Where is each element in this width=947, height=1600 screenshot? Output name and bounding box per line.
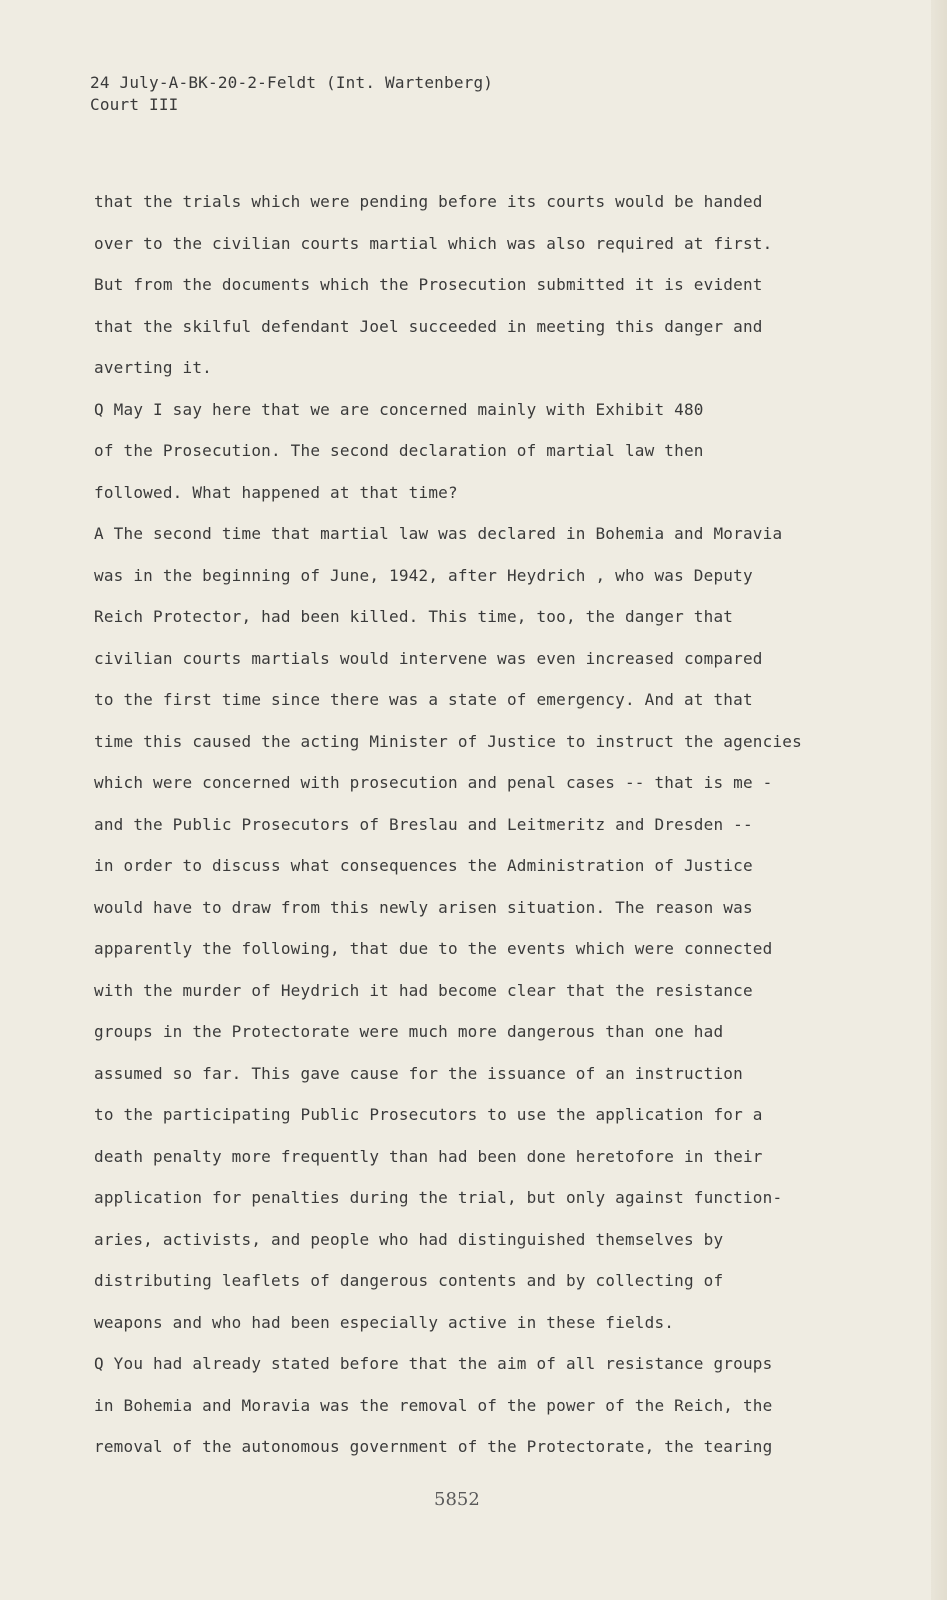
body-line: was in the beginning of June, 1942, after Heydrich , who was Deputy (94, 565, 753, 585)
body-line: civilian courts martials would intervene was even increased compared (94, 648, 763, 668)
body-line: in Bohemia and Moravia was the removal of the power of the Reich, the (94, 1395, 773, 1415)
page-number: 5852 (434, 1489, 480, 1510)
body-line: in order to discuss what consequences the Administration of Justice (94, 856, 753, 875)
body-line: application for penalties during the trial, but only against function- (94, 1188, 783, 1207)
transcript-body (94, 190, 854, 1477)
body-line: distributing leaflets of dangerous contents and by collecting of (94, 1271, 724, 1290)
body-line: Q May I say here that we are concerned mainly with Exhibit 480 (94, 399, 704, 419)
body-line: that the skilful defendant Joel succeeded in meeting this danger and (94, 316, 763, 336)
body-line: removal of the autonomous government of the Protectorate, the tearing (94, 1437, 773, 1456)
body-line: assumed so far. This gave cause for the issuance of an instruction (94, 1063, 743, 1083)
body-line: time this caused the acting Minister of Justice to instruct the agencies (94, 731, 802, 751)
body-line: groups in the Protectorate were much more dangerous than one had (94, 1022, 724, 1041)
body-line: over to the civilian courts martial which was also required at first. (94, 233, 773, 253)
body-line: and the Public Prosecutors of Breslau and Leitmeritz and Dresden -- (94, 814, 753, 834)
body-line: aries, activists, and people who had distinguished themselves by (94, 1229, 724, 1249)
document-header (90, 72, 493, 116)
body-line: that the trials which were pending before its courts would be handed (94, 192, 763, 211)
body-line: Q You had already stated before that the aim of all resistance groups (94, 1354, 773, 1373)
body-line: to the participating Public Prosecutors to use the application for a (94, 1105, 763, 1124)
body-line: followed. What happened at that time? (94, 482, 458, 502)
body-line: death penalty more frequently than had been done heretofore in their (94, 1146, 763, 1166)
body-line: of the Prosecution. The second declaration of martial law then (94, 441, 704, 460)
body-line: weapons and who had been especially active in these fields. (94, 1312, 675, 1332)
page-edge (931, 0, 947, 1600)
body-line: averting it. (94, 358, 212, 377)
header-reference-line: 24 July-A-BK-20-2-Feldt (Int. Wartenberg) (90, 73, 494, 92)
body-line: A The second time that martial law was declared in Bohemia and Moravia (94, 524, 783, 543)
header-court-line: Court III (90, 95, 179, 114)
body-line: Reich Protector, had been killed. This time, too, the danger that (94, 607, 734, 626)
body-line: But from the documents which the Prosecution submitted it is evident (94, 275, 763, 294)
body-line: would have to draw from this newly arisen situation. The reason was (94, 897, 753, 917)
body-line: apparently the following, that due to the events which were connected (94, 939, 773, 958)
body-line: which were concerned with prosecution and penal cases -- that is me - (94, 773, 773, 792)
body-line: to the first time since there was a state of emergency. And at that (94, 690, 753, 709)
body-line: with the murder of Heydrich it had become clear that the resistance (94, 980, 753, 1000)
